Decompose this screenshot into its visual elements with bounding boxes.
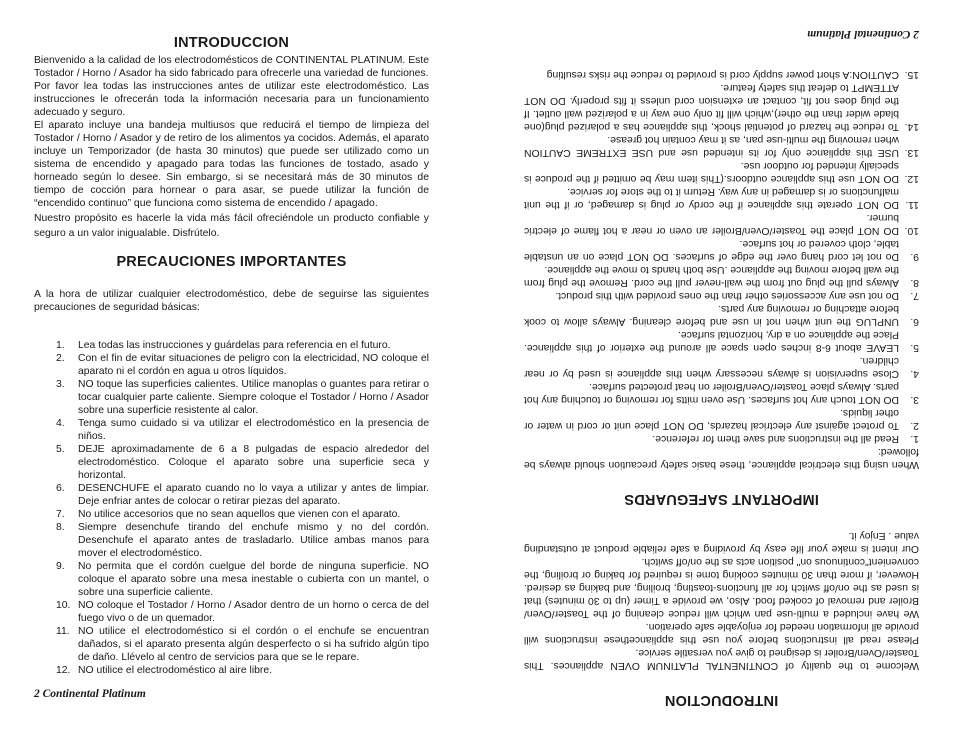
- list-item: 4. Close supervision is always necessary when this appliance is used by or near children.: [524, 355, 919, 379]
- list-item: 7. Do not use any accessories other than the ones provided with this product.: [555, 290, 919, 301]
- list-item: 6. UNPLUG the unit when not in use and before cleaning. Always allow to cook before attaching or removing any parts.: [524, 303, 919, 327]
- list-item: 4. Tenga sumo cuidado si va utilizar el electrodoméstico en la presencia de niños.: [56, 418, 429, 442]
- intro-paragraph: Bienvenido a la calidad de los electrodomésticos de CONTINENTAL PLATINUM. Este Tostador / Horno / Asador ha sido fabricado para ofrecerle una variedad de funciones.: [34, 55, 429, 79]
- intro-paragraph: Nuestro propósito es hacerle la vida más fácil ofreciéndole un producto confiable y seguro a un valor inigualable. Disfrútelo.: [34, 213, 429, 239]
- intro-paragraph: El aparato incluye una bandeja multiusos que reducirá el tiempo de limpieza del Tostador / Horno / Asador y de retiro de los alimentos ya cocidos. Además, el aparato incluye un Temporizador (de hasta 30 minutos) que puede ser utilizado como un sistema de encendido y apagado para todas las funciones de tostado, asado y horneado según lo desee. Sin embargo, si se necesitará más de 30 minutos de tiempo de cocción para hornear o para asar, se puede utilizar la función de “encendido continuo” que funciona como sistema de encendido / apagado.: [34, 120, 429, 209]
- spanish-page: [34, 0, 429, 738]
- list-item: 13. USE this appliance only for its intended use and USE EXTREME CAUTION when removing the multi-use pan, as it may contain hot grease.: [524, 134, 919, 158]
- safeguards-title: IMPORTANT SAFEGUARDS: [624, 491, 819, 507]
- list-item: 12. DO NOT use this appliance outdoors.(This item may be omitted if the produce is specially intended for outdoor use.: [524, 160, 919, 184]
- intro-paragraph: Our intent is make your life easy by providing a safe reliable product at outstanding value . Enjoy it.: [524, 530, 919, 554]
- intro-title: INTRODUCTION: [664, 692, 779, 708]
- list-item: 12. NO utilice el electrodoméstico al aire libre.: [56, 665, 273, 676]
- list-item: 11. NO utilice el electrodoméstico si el cordón o el enchufe se encuentran dañados, si el aparato presenta algún desperfecto o si ha sufrido algún tipo de daño. Llévelo al centro de servicios para que se le repare.: [56, 626, 429, 663]
- intro-title: INTRODUCCION: [173, 35, 290, 51]
- safeguards-list: [524, 68, 919, 445]
- precautions-intro: A la hora de utilizar cualquier electrodoméstico, debe de seguirse las siguientes precauciones de seguridad básicas:: [34, 289, 429, 313]
- safeguards-intro: When using this electrical appliance, these basic safety precaution should always be followed:: [524, 446, 919, 470]
- list-item: 8. Siempre desenchufe tirando del enchufe mismo y no del cordón. Desenchufe el aparato antes de trasladarlo. Utilice ambas manos para mover el electrodoméstico.: [56, 522, 429, 559]
- list-item: 5. DEJE aproximadamente de 6 a 8 pulgadas de espacio alrededor del electrodoméstico. Coloque el aparato sobre una superficie seca y horizontal.: [56, 444, 429, 481]
- page-footer: 2 Continental Platinum: [34, 688, 146, 700]
- list-item: 8. Always pull the plug out from the wall-never pull the cord. Remove the plug from the wall before moving the appliance .Use both hands to move the appliance.: [524, 264, 919, 288]
- intro-paragraph: We have included a multi-use pan which will reduce cleaning of the Toaster/Oven/ Broiler and removal of cooked food. Also, we provide a Timer (up to 30 minutes) that is used as the on/off switch for all functions-toasting, broiling, and baking as desired. However, if more than 30 minutes cooking tome is required for baking or broiling, the convenient"continuous on" position acts as the on/off switch.: [524, 556, 919, 619]
- intro-paragraph: Welcome to the quality of CONTINENTAL PLATINUM OVEN appliances. This Toaster/Oven/Broiler is designed to give you versatile service.: [524, 647, 919, 671]
- page-footer: 2 Continental Platinum: [807, 28, 919, 40]
- list-item: 3. NO toque las superficies calientes. Utilice manoplas o guantes para retirar o tocar cualquier parte caliente. Siempre coloque el Tostador / Horno / Asador sobre una superficie resistente al calor.: [56, 379, 429, 416]
- english-page-upside-down: [524, 0, 919, 738]
- list-item: 2. To protect against any electrical hazards, DO NOT place unit or cord in water or other liquids.: [524, 407, 919, 431]
- list-item: 1. Read all the instructions and save them for reference.: [652, 433, 919, 444]
- list-item: 5. LEAVE about 6-8 inches open space all around the exterior of this appliance. Place the appliance on a dry, horizontal surface.: [524, 329, 919, 353]
- list-item: 10. DO NOT place the Toaster/Oven/Broiler an oven or near a hot flame of electric burner.: [524, 212, 919, 236]
- list-item: 2. Con el fin de evitar situaciones de peligro con la electricidad, NO coloque el aparato ni el cordón en agua u otros líquidos.: [56, 353, 429, 377]
- list-item: 15. CAUTION:A short power supply cord is provided to reduce the risks resulting: [546, 69, 919, 80]
- list-item: 6. DESENCHUFE el aparato cuando no lo vaya a utilizar y antes de limpiar. Deje enfriar antes de colocar o retirar piezas del aparato.: [56, 483, 429, 507]
- precautions-title: PRECAUCIONES IMPORTANTES: [116, 254, 347, 270]
- list-item: 9. Do not let cord hang over the edge of surfaces. DO NOT place on an unstable table, cloth covered or hot surface.: [524, 238, 919, 262]
- list-item: 14. To reduce the hazard of potential shock, this appliance has a polarized plug(one blade wider than the other),which will fit only one way in a polarized wall outlet. If the plug does not fit, contact an extension cord unless it fits properly. DO NOT ATTEMPT to defeat this safety feature.: [524, 82, 919, 132]
- list-item: 3. DO NOT touch any hot surfaces. Use oven mitts for removing or touching any hot parts. Always place Toaster/Oven/Broiler on heat protected surface.: [524, 381, 919, 405]
- list-item: 7. No utilice accesorios que no sean aquellos que vienen con el aparato.: [56, 509, 401, 520]
- list-item: 11. DO NOT operate this appliance if the cordy or plug is damaged, or if the unit malfunctions or is damaged in any way. Return it to the store for service.: [524, 186, 919, 210]
- intro-paragraph: Please read all instructions before you use this appliancethese instructions will provide all information needed for enjoyable safe operation.: [524, 621, 919, 645]
- precautions-list: [34, 339, 429, 677]
- list-item: 9. No permita que el cordón cuelgue del borde de ninguna superficie. NO coloque el aparato sobre una mesa inestable o cubierta con un mantel, o sobre una superficie caliente.: [56, 561, 429, 598]
- list-item: 10. NO coloque el Tostador / Horno / Asador dentro de un horno o cerca de del fuego vivo o de un quemador.: [56, 600, 429, 624]
- intro-paragraph: Por favor lea todas las instrucciones antes de utilizar este electrodoméstico. Las instrucciones le ofrecerán toda la información necesaria para un funcionamiento adecuado y seguro.: [34, 81, 429, 118]
- list-item: 1. Lea todas las instrucciones y guárdelas para referencia en el futuro.: [56, 340, 391, 351]
